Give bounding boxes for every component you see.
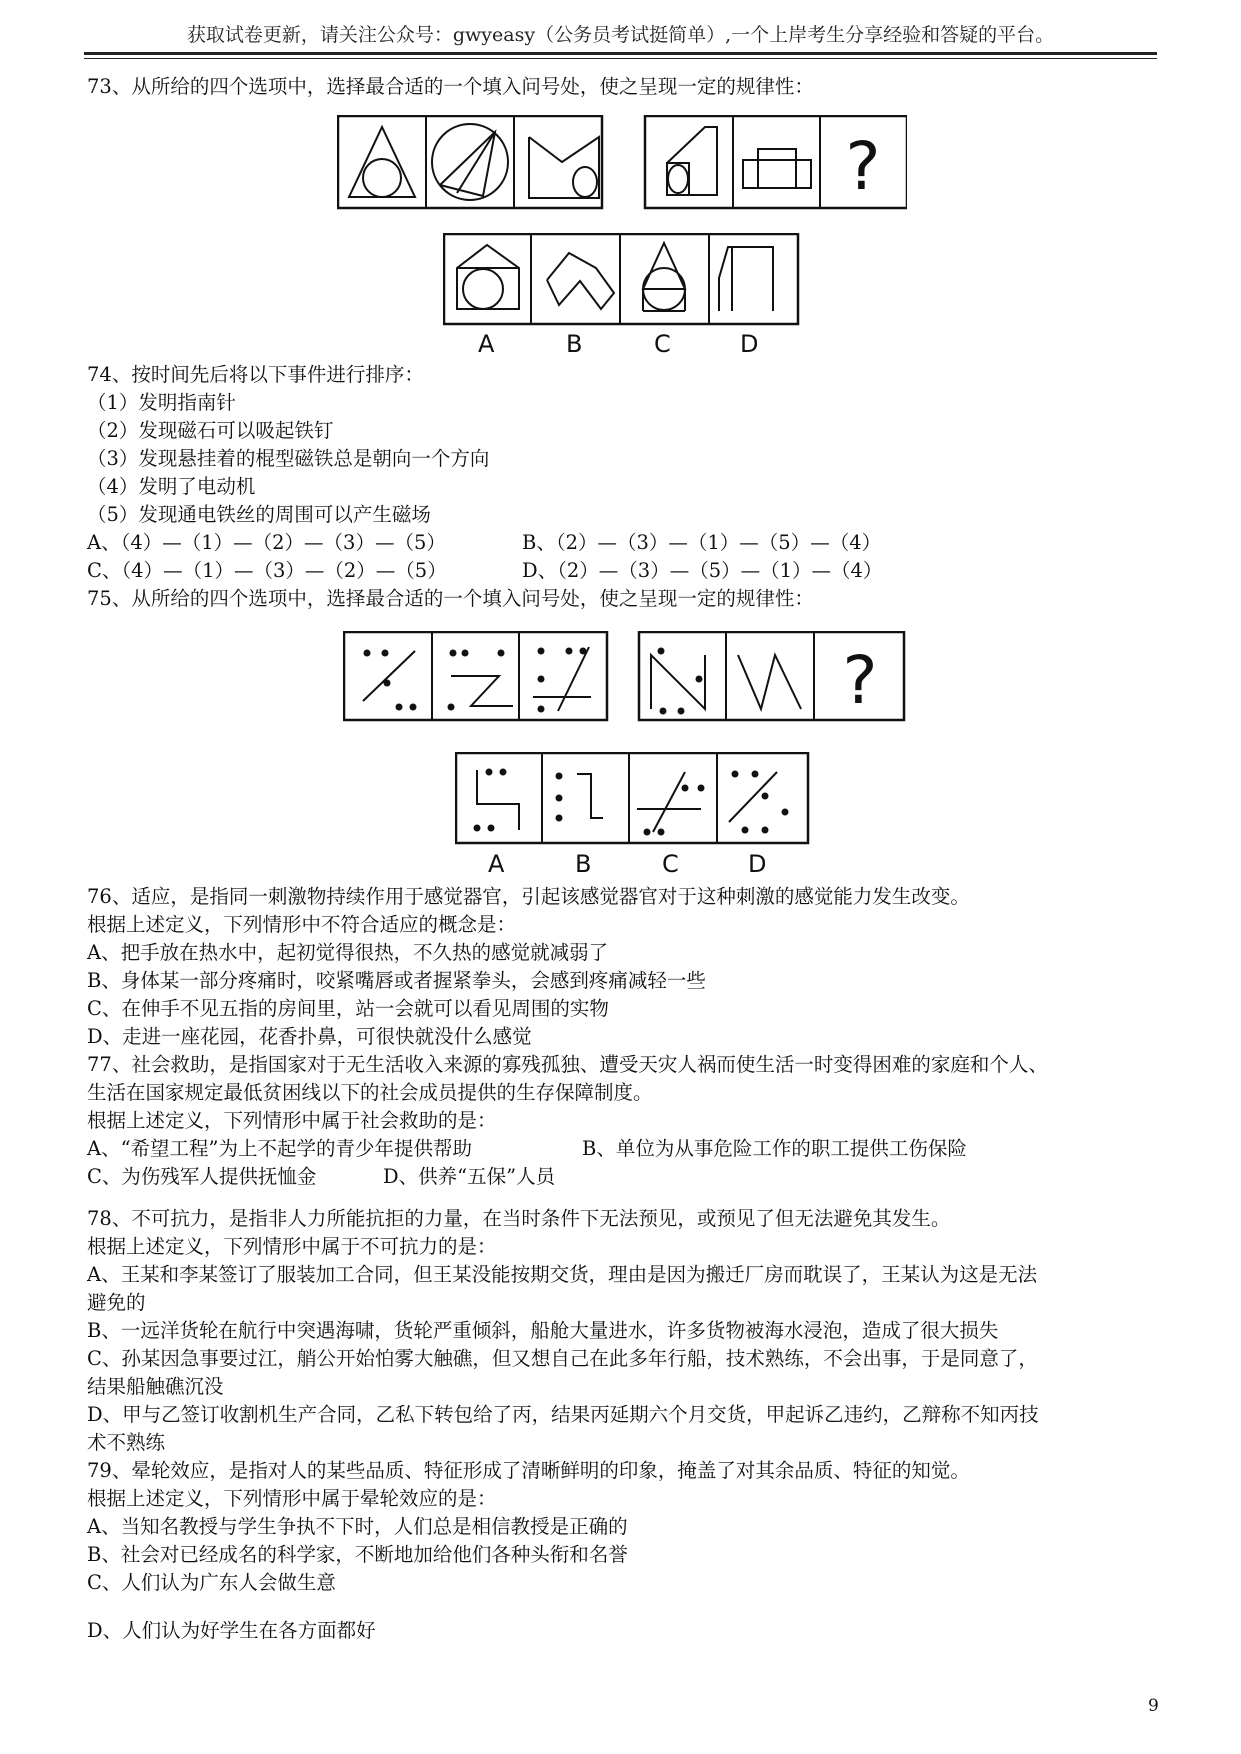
q73-question-mark: ?: [845, 128, 881, 205]
q75-option-c-label: C: [662, 850, 679, 878]
q75-question-figure: [343, 631, 908, 725]
q73-option-b-label: B: [566, 330, 583, 358]
q73-options-figure: [443, 233, 803, 329]
q75-option-b-label: B: [575, 850, 592, 878]
q74-option-b: B、（2）—（3）—（1）—（5）—（4）: [522, 531, 882, 554]
q78-ask: 根据上述定义，下列情形中属于不可抗力的是：: [87, 1235, 497, 1258]
q78-stem: 78、不可抗力，是指非人力所能抗拒的力量，在当时条件下无法预见，或预见了但无法避免其发生。: [87, 1207, 951, 1230]
q74-stem: 74、按时间先后将以下事件进行排序：: [87, 363, 424, 386]
q75-stem: 75、从所给的四个选项中，选择最合适的一个填入问号处，使之呈现一定的规律性：: [87, 587, 814, 610]
page-number: 9: [1148, 1696, 1159, 1716]
q79-option-c: C、人们认为广东人会做生意: [87, 1571, 336, 1594]
q76-option-d: D、走进一座花园，花香扑鼻，可很快就没什么感觉: [87, 1025, 532, 1048]
q78-option-c-line1: C、孙某因急事要过江，艄公开始怕雾大触礁，但又想自己在此多年行船，技术熟练，不会出事，于是同意了，: [87, 1347, 1038, 1370]
q79-option-d: D、人们认为好学生在各方面都好: [87, 1619, 376, 1642]
q75-option-d-label: D: [748, 850, 767, 878]
q76-option-c: C、在伸手不见五指的房间里，站一会就可以看见周围的实物: [87, 997, 609, 1020]
q74-option-c: C、（4）—（1）—（3）—（2）—（5）: [87, 559, 447, 582]
q74-item-5: （5）发现通电铁丝的周围可以产生磁场: [87, 503, 431, 526]
q78-option-b: B、一远洋货轮在航行中突遇海啸，货轮严重倾斜，船舱大量进水，许多货物被海水浸泡，造成了很大损失: [87, 1319, 999, 1342]
q73-stem: 73、从所给的四个选项中，选择最合适的一个填入问号处，使之呈现一定的规律性：: [87, 75, 814, 98]
q73-question-figure: [337, 115, 907, 215]
q75-option-a-label: A: [488, 850, 505, 878]
q79-option-a: A、当知名教授与学生争执不下时，人们总是相信教授是正确的: [87, 1515, 628, 1538]
q77-ask: 根据上述定义，下列情形中属于社会救助的是：: [87, 1109, 497, 1132]
q77-option-c: C、为伤残军人提供抚恤金: [87, 1165, 317, 1188]
q78-option-d-line1: D、甲与乙签订收割机生产合同，乙私下转包给了丙，结果丙延期六个月交货，甲起诉乙违约，乙辩称不知丙技: [87, 1403, 1039, 1426]
q73-option-a-label: A: [478, 330, 495, 358]
q73-option-d-label: D: [740, 330, 759, 358]
q79-option-b: B、社会对已经成名的科学家，不断地加给他们各种头衔和名誉: [87, 1543, 628, 1566]
q74-item-2: （2）发现磁石可以吸起铁钉: [87, 419, 334, 442]
q77-option-d: D、供养“五保”人员: [383, 1165, 556, 1188]
q78-option-c-line2: 结果船触礁沉没: [87, 1375, 224, 1398]
header-rule: [84, 52, 1157, 55]
page-header: 获取试卷更新，请关注公众号：gwyeasy（公务员考试挺简单）,一个上岸考生分享经验和答疑的平台。: [186, 24, 1055, 46]
q76-stem: 76、适应，是指同一刺激物持续作用于感觉器官，引起该感觉器官对于这种刺激的感觉能力发生改变。: [87, 885, 970, 908]
q79-ask: 根据上述定义，下列情形中属于晕轮效应的是：: [87, 1487, 497, 1510]
q79-stem: 79、晕轮效应，是指对人的某些品质、特征形成了清晰鲜明的印象，掩盖了对其余品质、特征的知觉。: [87, 1459, 970, 1482]
q77-option-b: B、单位为从事危险工作的职工提供工伤保险: [582, 1137, 967, 1160]
q78-option-d-line2: 术不熟练: [87, 1431, 166, 1454]
q75-options-figure: [455, 752, 815, 848]
header-rule-thin: [84, 58, 1157, 59]
q75-question-mark: ?: [842, 642, 878, 719]
q76-ask: 根据上述定义，下列情形中不符合适应的概念是：: [87, 913, 517, 936]
q78-option-a-line1: A、王某和李某签订了服装加工合同，但王某没能按期交货，理由是因为搬迁厂房而耽误了，王某认为这是无法: [87, 1263, 1038, 1286]
q76-option-a: A、把手放在热水中，起初觉得很热，不久热的感觉就减弱了: [87, 941, 609, 964]
q73-option-c-label: C: [654, 330, 671, 358]
q78-option-a-line2: 避免的: [87, 1291, 146, 1314]
q74-item-1: （1）发明指南针: [87, 391, 236, 414]
q74-item-4: （4）发明了电动机: [87, 475, 256, 498]
q77-option-a: A、“希望工程”为上不起学的青少年提供帮助: [87, 1137, 473, 1160]
q76-option-b: B、身体某一部分疼痛时，咬紧嘴唇或者握紧拳头，会感到疼痛减轻一些: [87, 969, 706, 992]
q74-option-a: A、（4）—（1）—（2）—（3）—（5）: [87, 531, 446, 554]
q77-stem-line2: 生活在国家规定最低贫困线以下的社会成员提供的生存保障制度。: [87, 1081, 653, 1104]
q74-option-d: D、（2）—（3）—（5）—（1）—（4）: [522, 559, 883, 582]
q77-stem-line1: 77、社会救助，是指国家对于无生活收入来源的寡残孤独、遭受天灾人祸而使生活一时变得困难的家庭和个人、: [87, 1053, 1048, 1076]
q74-item-3: （3）发现悬挂着的棍型磁铁总是朝向一个方向: [87, 447, 490, 470]
